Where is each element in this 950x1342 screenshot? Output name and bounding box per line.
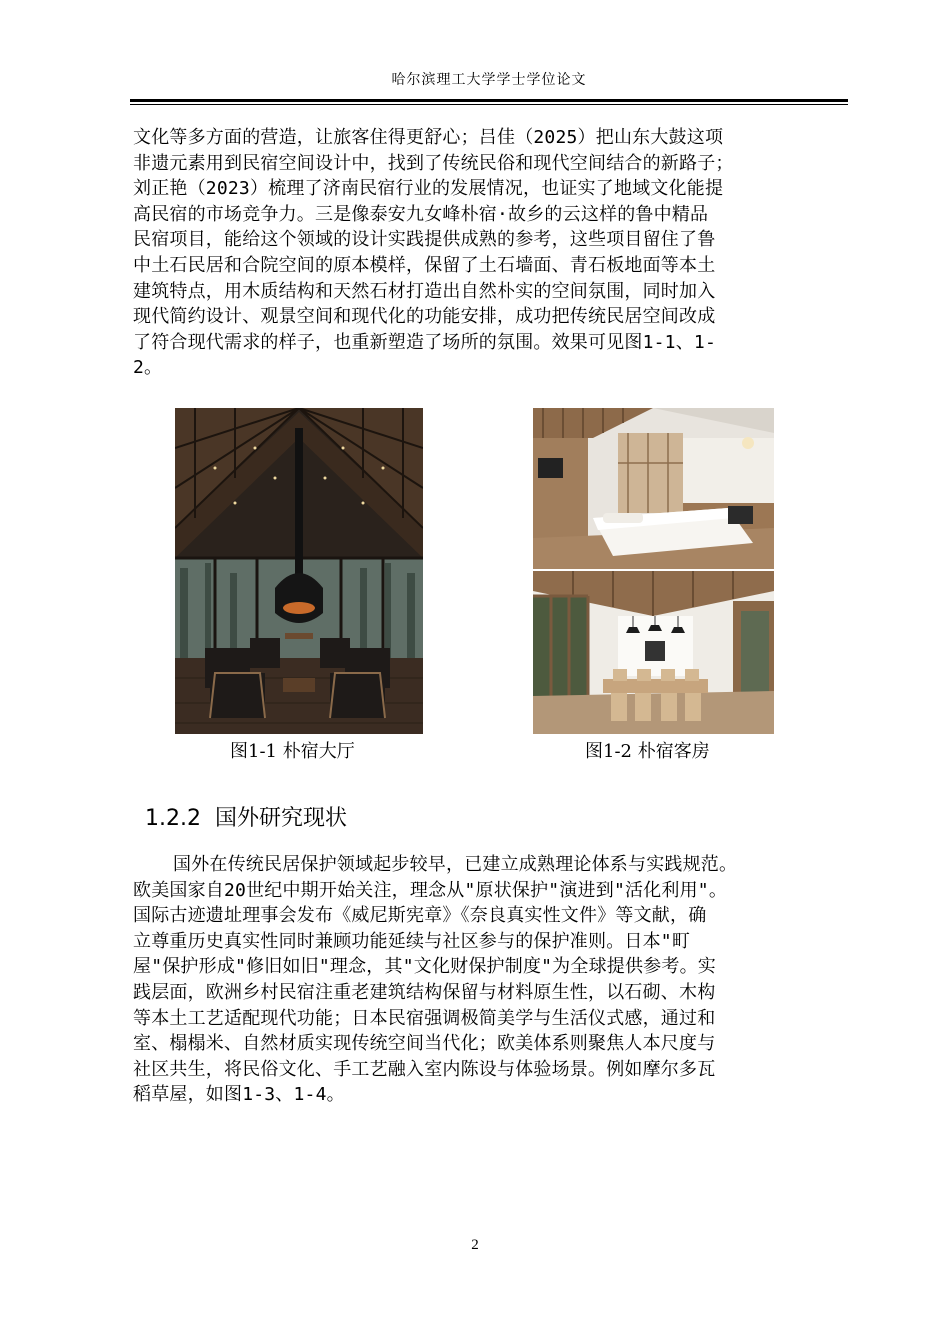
text-line: 民宿项目，能给这个领域的设计实践提供成熟的参考，这些项目留住了鲁 [133, 229, 716, 251]
paragraph-2 [133, 852, 849, 1108]
text-line: 了符合现代需求的样子，也重新塑造了场所的氛围。效果可见图1-1、1- [133, 331, 716, 353]
text-line: 建筑特点，用木质结构和天然石材打造出自然朴实的空间氛围，同时加入 [133, 280, 716, 302]
text-line: 刘正艳（2023）梳理了济南民宿行业的发展情况，也证实了地域文化能提 [133, 178, 724, 200]
text-line: 国外在传统民居保护领域起步较早，已建立成熟理论体系与实践规范。 [173, 854, 738, 875]
text-line: 立尊重历史真实性同时兼顾功能延续与社区参与的保护准则。日本"町 [133, 930, 691, 952]
paragraph-1 [133, 125, 849, 381]
running-header: 哈尔滨理工大学学士学位论文 [391, 72, 587, 88]
text-line: 2。 [133, 357, 163, 379]
section-heading [145, 804, 347, 834]
figure-1-1-caption: 图1-1 朴宿大厅 [230, 741, 355, 762]
text-line: 等本土工艺适配现代功能；日本民宿强调极简美学与生活仪式感，通过和 [133, 1007, 716, 1029]
text-line: 社区共生，将民俗文化、手工艺融入室内陈设与体验场景。例如摩尔多瓦 [133, 1058, 716, 1080]
text-line: 非遗元素用到民宿空间设计中，找到了传统民俗和现代空间结合的新路子； [133, 152, 734, 174]
figure-bedroom-photo [533, 408, 774, 569]
text-line: 室、榻榻米、自然材质实现传统空间当代化；欧美体系则聚焦人本尺度与 [133, 1033, 716, 1055]
text-line: 中土石民居和合院空间的原本模样，保留了土石墙面、青石板地面等本土 [133, 254, 716, 276]
page-number: 2 [471, 1237, 479, 1253]
text-line: 欧美国家自20世纪中期开始关注，理念从"原状保护"演进到"活化利用"。 [133, 879, 728, 901]
text-line: 国际古迹遗址理事会发布《威尼斯宪章》《奈良真实性文件》等文献，确 [133, 905, 707, 927]
text-line: 屋"保护形成"修旧如旧"理念，其"文化财保护制度"为全球提供参考。实 [133, 956, 716, 978]
text-line: 高民宿的市场竞争力。三是像泰安九女峰朴宿·故乡的云这样的鲁中精品 [133, 203, 709, 225]
section-title: 国外研究现状 [214, 806, 347, 831]
figure-lobby-photo [175, 408, 423, 734]
text-line: 践层面，欧洲乡村民宿注重老建筑结构保留与材料原生性，以石砌、木构 [133, 981, 716, 1003]
figure-dining-photo [533, 571, 774, 734]
header-rule-thin [130, 104, 848, 105]
header-rule-thick [130, 99, 848, 102]
section-number: 1.2.2 [145, 806, 201, 831]
figure-1-2-caption: 图1-2 朴宿客房 [585, 741, 710, 762]
text-line: 稻草屋，如图1-3、1-4。 [133, 1084, 345, 1106]
text-line: 文化等多方面的营造，让旅客住得更舒心；吕佳（2025）把山东大鼓这项 [133, 127, 724, 148]
text-line: 现代简约设计、观景空间和现代化的功能安排，成功把传统民居空间改成 [133, 306, 716, 328]
